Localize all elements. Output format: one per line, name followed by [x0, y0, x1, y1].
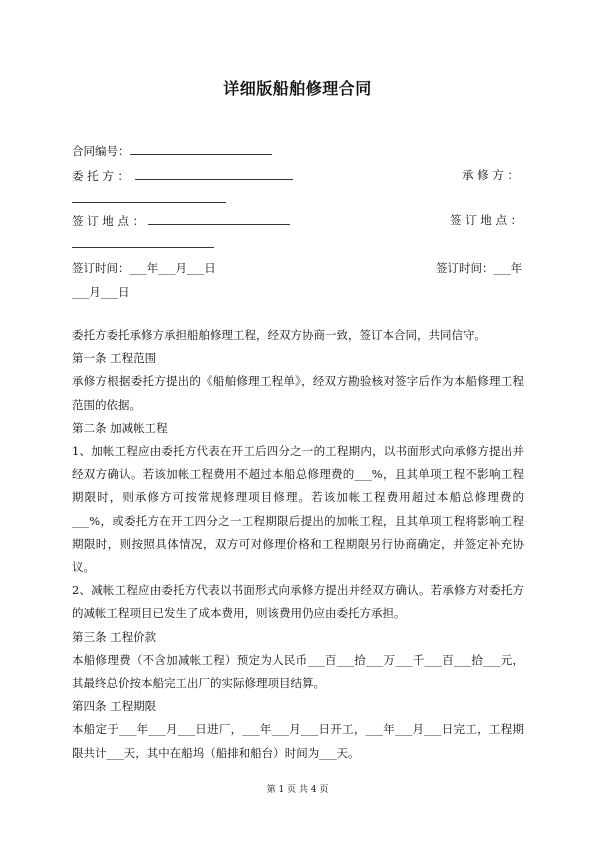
sign-place-line-1 — [72, 212, 290, 229]
client-line — [72, 167, 293, 184]
article-paragraph: 本船定于___年___月___日进厂，___年___月___日开工，___年___月___日完工，工程期限共计___天，其中在船坞（船排和船台）时间为___天。 — [72, 722, 524, 760]
sign-place-label-2: 签 订 地 点 ： — [450, 213, 523, 227]
client-label: 委 托 方 ： — [72, 169, 129, 183]
client-blank[interactable] — [135, 167, 293, 180]
article-paragraph: 2、减帐工程应由委托方代表以书面形式向承修方提出并经双方确认。若承修方对委托方的减帐工程项目已发生了成本费用，则该费用仍应由委托方承担。 — [72, 583, 524, 621]
intro-paragraph: 委托方委托承修方承担船舶修理工程，经双方协商一致，签订本合同，共同信守。 — [72, 328, 486, 342]
sign-place-line-2 — [72, 235, 214, 252]
contractor-label: 承 修 方 ： — [462, 168, 519, 182]
article-paragraph: 本船修理费（不含加减帐工程）预定为人民币___百___拾___万___千___百___拾___元，其最终总价按本船完工出厂的实际修理项目结算。 — [72, 652, 524, 691]
contractor-blank[interactable] — [72, 190, 226, 203]
page-footer: 第 1 页 共 4 页 — [266, 785, 329, 795]
contract-number-label: 合同编号： — [72, 144, 130, 158]
sign-time-2-cont: ___月___日 — [72, 285, 130, 299]
article-heading: 第四条 工程期限 — [72, 699, 157, 714]
sign-time-1: 签订时间：___年___月___日 — [72, 261, 216, 275]
document-title: 详细版船舶修理合同 — [223, 79, 372, 98]
article-paragraph: 承修方根据委托方提出的《船舶修理工程单》，经双方勘验核对签字后作为本船修理工程范围的依据。 — [72, 374, 524, 412]
sign-time-2: 签订时间：___年 — [436, 261, 523, 275]
sign-place-label-1: 签 订 地 点 ： — [72, 214, 145, 228]
contract-number-line — [72, 142, 272, 159]
article-paragraph: 1、加帐工程应由委托方代表在开工后四分之一的工程期内，以书面形式向承修方提出并经双方确认。若该加帐工程费用不超过本船总修理费的___%，且其单项工程不影响工程期限时，则承修方可按常规修理项目修理。若该加帐工程费用超过本船总修理费的___%，或委托方在开工四分之一工程期限后提出的加帐工程，且其单项工程将影响工程期限时，则按照具体情况，双方可对修理价格和工程期限另行协商确定，并签定补充协议。 — [72, 444, 524, 575]
article-heading: 第二条 加减帐工程 — [72, 420, 168, 435]
sign-place-blank-1[interactable] — [148, 212, 290, 225]
contract-body — [72, 324, 524, 765]
contract-number-blank[interactable] — [130, 142, 272, 155]
contractor-line — [72, 190, 226, 207]
article-heading: 第三条 工程价款 — [72, 629, 157, 644]
sign-place-blank-2[interactable] — [72, 235, 214, 248]
article-heading: 第一条 工程范围 — [72, 351, 157, 366]
